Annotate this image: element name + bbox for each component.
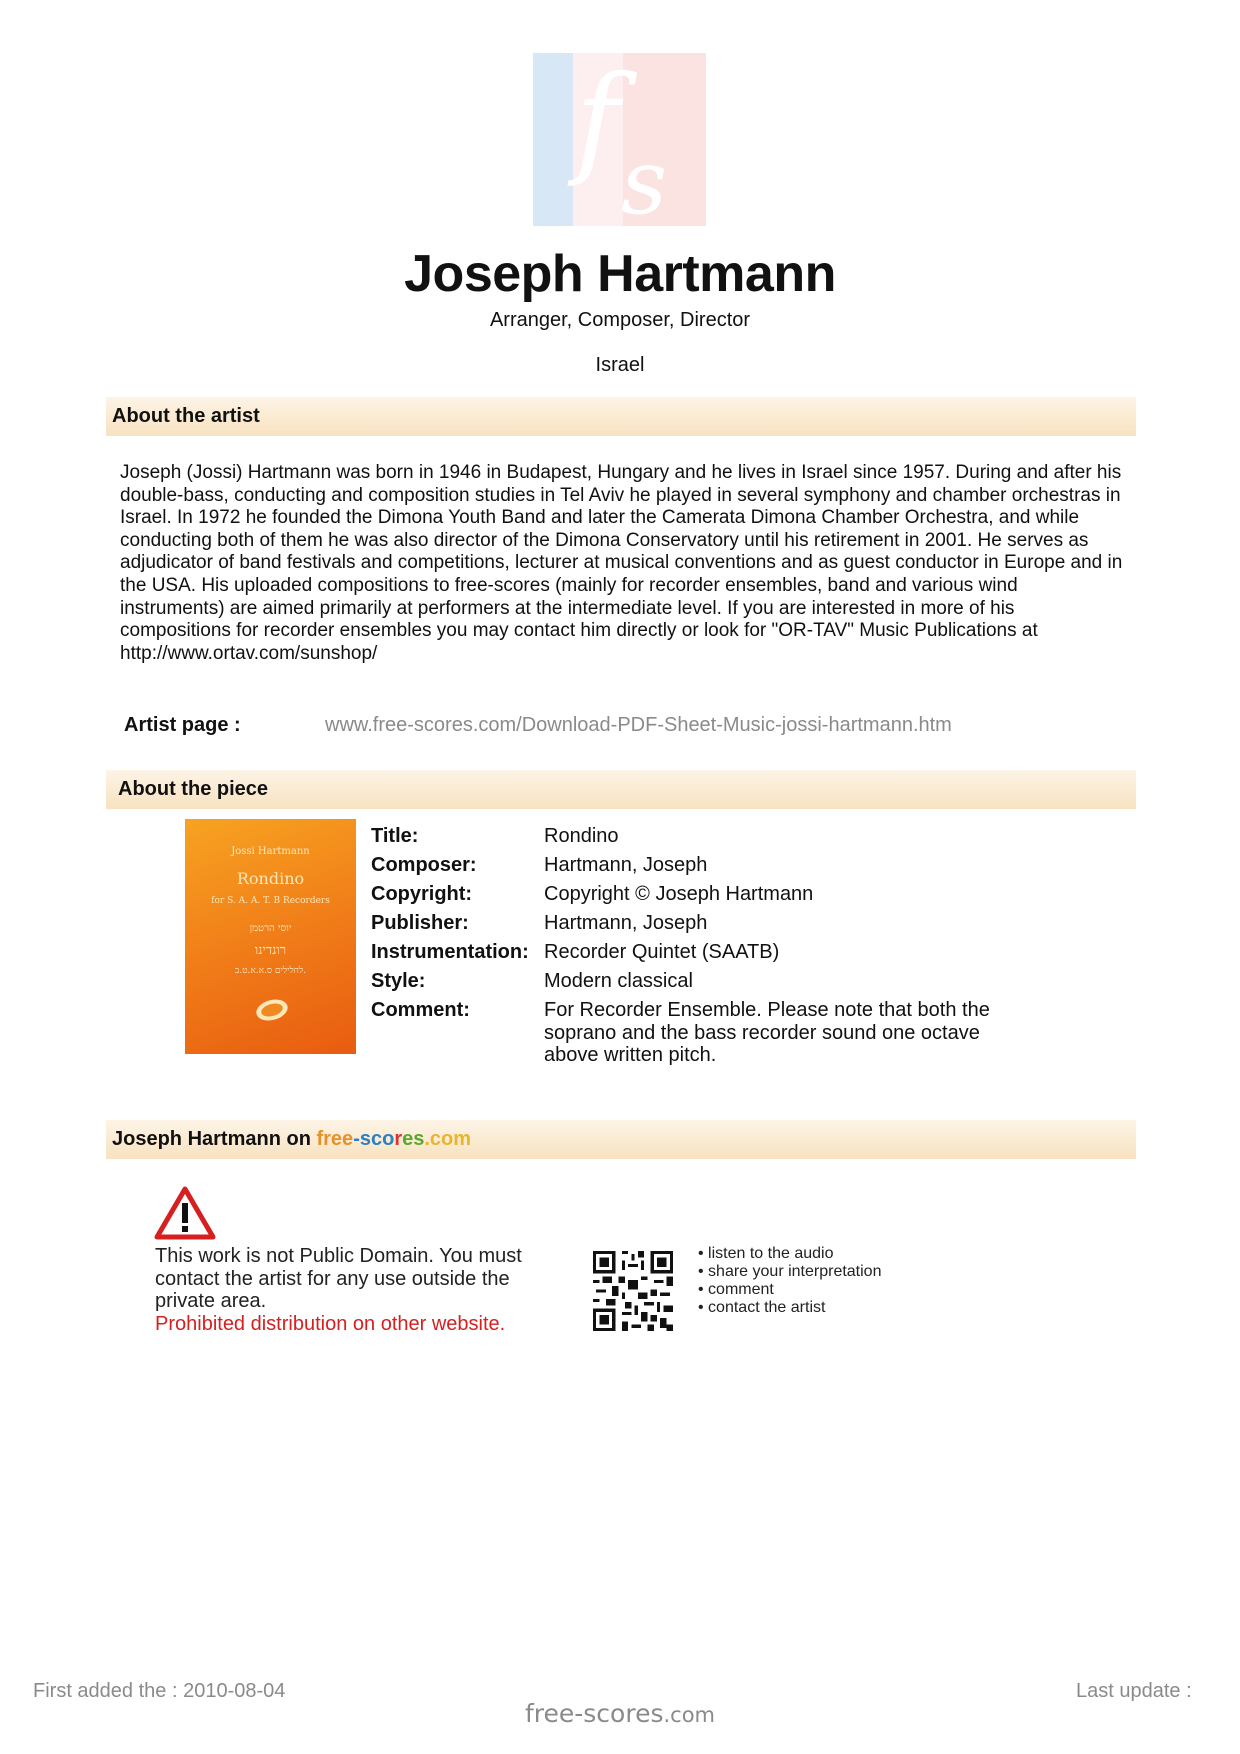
brand-com: .com — [424, 1128, 472, 1150]
meta-label-comment: Comment: — [371, 999, 470, 1021]
meta-value-title: Rondino — [544, 825, 619, 847]
meta-value-composer: Hartmann, Joseph — [544, 854, 708, 876]
meta-value-copyright: Copyright © Joseph Hartmann — [544, 883, 814, 905]
feature-listen-audio: • listen to the audio — [698, 1245, 834, 1262]
feature-list — [698, 1245, 881, 1317]
cover-author: Jossi Hartmann — [231, 846, 310, 857]
meta-label-copyright: Copyright: — [371, 883, 473, 905]
brand-es: es — [402, 1128, 425, 1150]
cover-hebrew-title: רונדינו — [254, 943, 287, 958]
meta-label-instrumentation: Instrumentation: — [371, 941, 529, 963]
warning-triangle-icon — [154, 1186, 216, 1240]
first-added-date: First added the : 2010-08-04 — [33, 1680, 286, 1702]
cover-hebrew-author: יוסי הרטמן — [249, 923, 292, 934]
last-update-date: Last update : — [1076, 1680, 1192, 1702]
footer-brand — [0, 1699, 1240, 1728]
artist-name: Joseph Hartmann — [404, 245, 836, 303]
on-site-heading-prefix: Joseph Hartmann on — [112, 1128, 311, 1150]
svg-text:s: s — [621, 130, 668, 226]
meta-value-style: Modern classical — [544, 970, 693, 992]
notice-text: This work is not Public Domain. You must contact the artist for any use outside the private area. — [155, 1245, 522, 1312]
cover-hebrew-subtitle: לחלילים ס.א.א.ט.ב. — [234, 966, 307, 976]
cover-title: Rondino — [236, 869, 305, 888]
meta-value-comment: For Recorder Ensemble. Please note that both the soprano and the bass recorder sound one octave above written pitch. — [544, 999, 990, 1066]
artist-country: Israel — [595, 354, 645, 376]
feature-comment: • comment — [698, 1281, 774, 1298]
meta-label-composer: Composer: — [371, 854, 477, 876]
artist-roles: Arranger, Composer, Director — [489, 309, 751, 331]
artist-bio: Joseph (Jossi) Hartmann was born in 1946 in Budapest, Hungary and he lives in Israel since 1957. During and after his double-bass, conducting and composition studies in Tel Aviv he played in several symphony and chamber orchestras in Israel. In 1972 he founded the Dimona Youth Band and later the Camerata Dimona Chamber Orchestra, and while conducting both of them he was also director of the Dimona Conservatory until his retirement in 2001. He serves as adjudicator of band festivals and competitions, lecturer at musical conventions and as guest conductor in Europe and in the USA. His uploaded compositions to free-scores (mainly for recorder ensembles, band and various wind instruments) are aimed primarily at performers at the intermediate level. If you are interested in more of his compositions for recorder ensembles you may contact him directly or look for "OR-TAV" Music Publications at http://www.ortav.com/sunshop/ — [120, 462, 1123, 664]
artist-page-link[interactable]: www.free-scores.com/Download-PDF-Sheet-Music-jossi-hartmann.htm — [325, 714, 952, 736]
meta-label-publisher: Publisher: — [371, 912, 469, 934]
meta-value-instrumentation: Recorder Quintet (SAATB) — [544, 941, 780, 963]
cover-subtitle: for S. A. A. T. B Recorders — [211, 896, 330, 906]
brand-dash: - — [353, 1128, 360, 1150]
qr-code-icon[interactable] — [593, 1251, 673, 1331]
prohibited-notice: Prohibited distribution on other website. — [155, 1312, 506, 1335]
brand-sco: sco — [359, 1128, 395, 1150]
svg-text:f: f — [575, 53, 620, 190]
brand-free: free — [316, 1128, 354, 1150]
artist-page-label: Artist page : — [124, 714, 241, 736]
on-site-heading — [106, 1120, 1136, 1159]
about-artist-heading: About the artist — [106, 397, 1136, 436]
free-scores-logo — [533, 53, 706, 226]
feature-contact-artist: • contact the artist — [698, 1299, 826, 1316]
copyright-notice — [155, 1245, 555, 1335]
about-piece-heading: About the piece — [106, 770, 1136, 809]
feature-share-interpretation: • share your interpretation — [698, 1263, 882, 1280]
publisher-emblem-icon — [255, 997, 289, 1023]
footer-brand-suffix: .com — [663, 1703, 716, 1727]
meta-label-style: Style: — [371, 970, 426, 992]
meta-value-publisher: Hartmann, Joseph — [544, 912, 708, 934]
score-cover — [185, 819, 356, 1054]
meta-label-title: Title: — [371, 825, 419, 847]
brand-r: r — [394, 1128, 403, 1150]
footer-brand-name: free-scores — [524, 1699, 664, 1728]
